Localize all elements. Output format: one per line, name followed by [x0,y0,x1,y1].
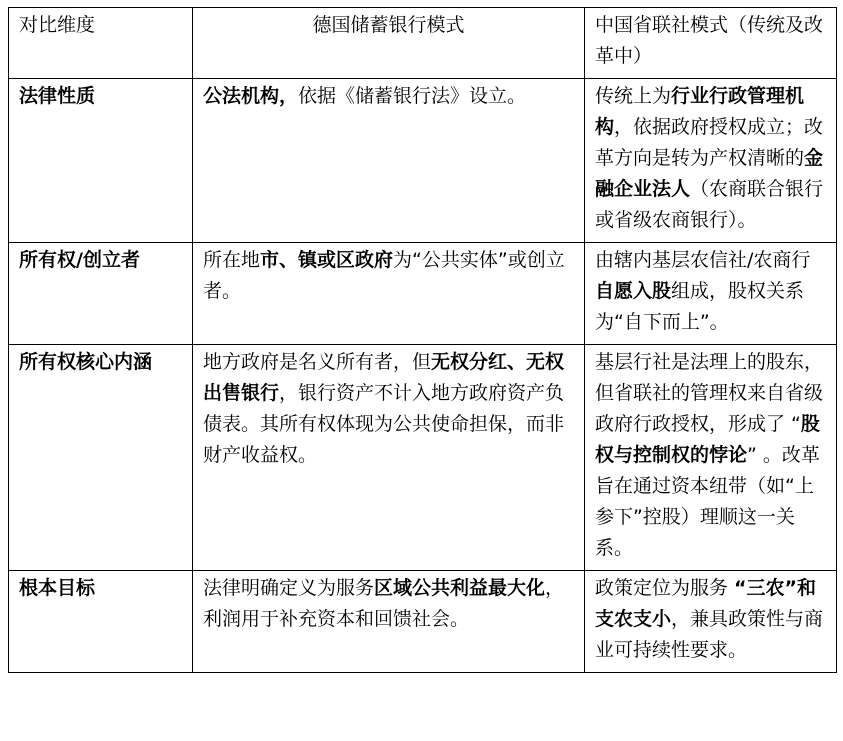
cell-text: ，利润用于补充资本和回馈社会。 [203,577,565,630]
germany-cell [193,79,585,243]
cell-text: （农商联合银行或省级农商银行）。 [595,178,824,231]
cell-text: ，银行资产不计入地方政府资产负债表。其所有权体现为公共使命担保，而非财产收益权。 [203,382,565,466]
emphasis-text: 自愿入股 [595,280,672,302]
china-cell [585,243,837,345]
cell-text: 由辖内基层农信社/农商行 [595,249,811,271]
emphasis-text: “三农”和支农支小 [595,577,817,630]
emphasis-text: 无权分红、无权出售银行 [203,351,565,404]
china-cell [585,345,837,571]
cell-text: 基层行社是法理上的股东，但省联社的管理权来自省级政府行政授权，形成了 “ [595,351,824,435]
table-row [9,243,837,345]
china-cell [585,79,837,243]
cell-text: 政策定位为服务 [595,577,735,599]
table-row [9,345,837,571]
emphasis-text: 行业行政管理机构 [595,85,805,138]
cell-text: 地方政府是名义所有者，但 [203,351,432,373]
cell-text: 所在地 [203,249,261,271]
cell-text: 依据《储蓄银行法》设立。 [298,85,527,107]
row-dimension-label: 所有权/创立者 [9,243,193,345]
table-row [9,571,837,673]
germany-cell [193,243,585,345]
comparison-table [8,7,837,673]
emphasis-text: 金融企业法人 [595,147,824,200]
cell-text: ，依据政府授权成立；改革方向是转为产权清晰的 [595,116,824,169]
germany-cell [193,345,585,571]
cell-text: 传统上为 [595,85,672,107]
header-germany-model: 德国储蓄银行模式 [193,8,585,79]
row-dimension-label: 根本目标 [9,571,193,673]
emphasis-text: 市、镇或区政府 [260,249,394,271]
emphasis-text: 区域公共利益最大化 [374,577,546,599]
header-china-model: 中国省联社模式（传统及改革中） [585,8,837,79]
china-cell [585,571,837,673]
table-row [9,79,837,243]
row-dimension-label: 法律性质 [9,79,193,243]
cell-text: 为“公共实体”或创立者。 [203,249,565,302]
emphasis-text: 公法机构， [203,85,299,107]
cell-text: ，兼具政策性与商业可持续性要求。 [595,608,824,661]
cell-text: 法律明确定义为服务 [203,577,375,599]
row-dimension-label: 所有权核心内涵 [9,345,193,571]
header-dimension: 对比维度 [9,8,193,79]
germany-cell [193,571,585,673]
cell-text: ” 。改革旨在通过资本纽带（如“上参下”控股）理顺这一关系。 [595,444,820,559]
emphasis-text: 股权与控制权的悖论 [595,413,820,466]
cell-text: 组成，股权关系为“自下而上”。 [595,280,805,333]
table-header-row [9,8,837,79]
